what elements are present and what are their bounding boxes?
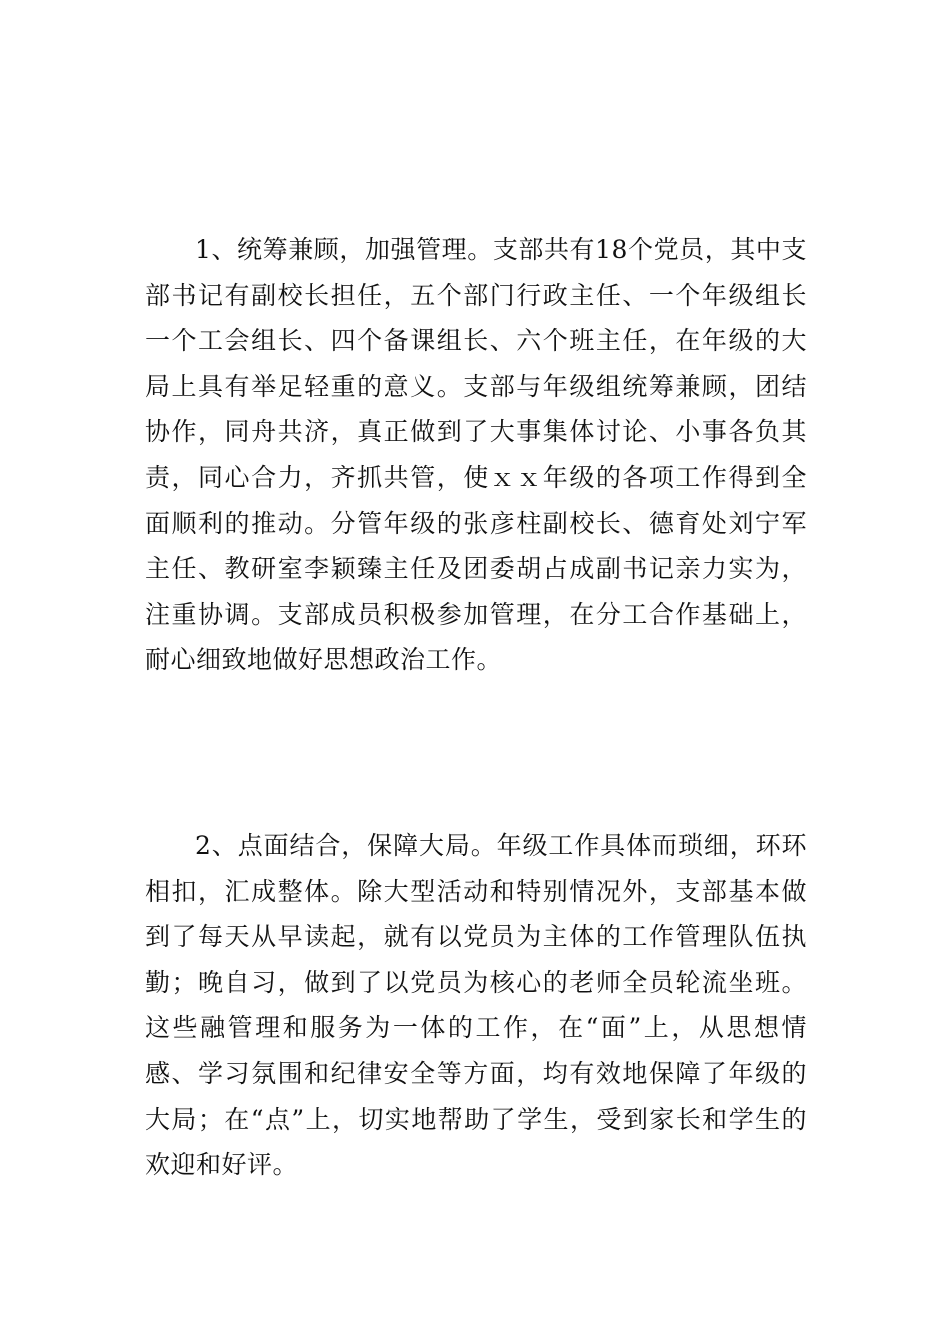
paragraph-management: 1、统筹兼顾，加强管理。支部共有18个党员，其中支部书记有副校长担任，五个部门行政主任、一个年级组长一个工会组长、四个备课组长、六个班主任，在年级的大局上具有举足轻重的意义。支部与年级组统筹兼顾，团结协作，同舟共济，真正做到了大事集体讨论、小事各负其责，同心合力，齐抓共管，使ｘｘ年级的各项工作得到全面顺利的推动。分管年级的张彦柱副校长、德育处刘宁军主任、教研室李颖臻主任及团委胡占成副书记亲力实为，注重协调。支部成员积极参加管理，在分工合作基础上，耐心细致地做好思想政治工作。 (145, 235, 807, 675)
paragraph-overall-situation: 2、点面结合，保障大局。年级工作具体而琐细，环环相扣，汇成整体。除大型活动和特别情况外，支部基本做到了每天从早读起，就有以党员为主体的工作管理队伍执勤；晚自习，做到了以党员为核心的老师全员轮流坐班。这些融管理和服务为一体的工作，在“面”上，从思想情感、学习氛围和纪律安全等方面，均有效地保障了年级的大局；在“点”上，切实地帮助了学生，受到家长和学生的欢迎和好评。 (145, 831, 807, 1180)
